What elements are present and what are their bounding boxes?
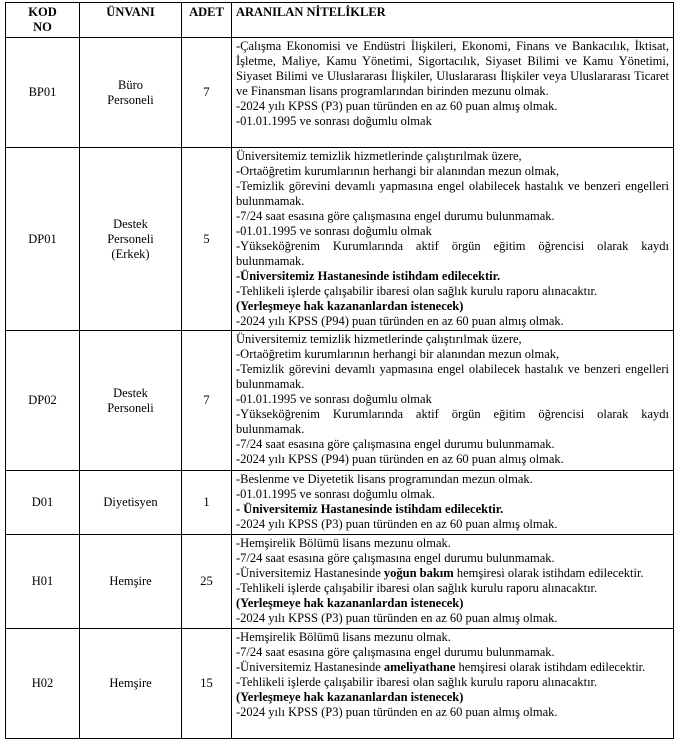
row-count: 7 <box>182 38 232 148</box>
row-title: Hemşire <box>80 535 182 629</box>
row-code: H02 <box>6 629 80 739</box>
row-count: 15 <box>182 629 232 739</box>
table-row <box>6 535 674 629</box>
header-count: ADET <box>182 3 232 38</box>
assignment-line: -Üniversitemiz Hastanesinde yoğun bakım hemşiresi olarak istihdam edilecektir. <box>236 566 644 580</box>
header-title: ÜNVANI <box>80 3 182 38</box>
row-code: H01 <box>6 535 80 629</box>
row-title: Destek Personeli (Erkek) <box>80 148 182 331</box>
row-code: DP02 <box>6 331 80 471</box>
header-requirements: ARANILAN NİTELİKLER <box>232 3 674 38</box>
table-row <box>6 629 674 739</box>
row-count: 1 <box>182 471 232 535</box>
row-requirements: -Hemşirelik Bölümü lisans mezunu olmak. -7/24 saat esasına göre çalışmasına engel durumu bulunmamak. -Üniversitemiz Hastanesinde ameliyathane hemşiresi olarak istihdam edilecektir. -Tehlikeli işlerde çalışabilir ibaresi olan sağlık kurulu raporu alınacaktır. (Yerleşmeye hak kazananlardan istenecek) -2024 yılı KPSS (P3) puan türünden en az 60 puan almış olmak. <box>232 629 674 739</box>
header-code: KOD NO <box>6 3 80 38</box>
row-title: Diyetisyen <box>80 471 182 535</box>
row-requirements: -Çalışma Ekonomisi ve Endüstri İlişkileri, Ekonomi, Finans ve Bankacılık, İktisat, İşletme, Maliye, Kamu Yönetimi, Sigortacılık, Siyaset Bilimi ve Kamu Yönetimi, Siyaset Bilimi ve Uluslararası İlişkiler, Uluslararası İlişkiler veya Uluslararası Ticaret ve Finansman lisans programlarından birinden mezunu olmak. -2024 yılı KPSS (P3) puan türünden en az 60 puan almış olmak. -01.01.1995 ve sonrası doğumlu olmak <box>232 38 674 148</box>
row-code: DP01 <box>6 148 80 331</box>
row-code: BP01 <box>6 38 80 148</box>
row-code: D01 <box>6 471 80 535</box>
row-requirements: Üniversitemiz temizlik hizmetlerinde çalıştırılmak üzere, -Ortaöğretim kurumlarının herhangi bir alanından mezun olmak, -Temizlik görevini devamlı yapmasına engel olabilecek hastalık ve benzeri engelleri bulunmamak. -01.01.1995 ve sonrası doğumlu olmak -Yükseköğrenim Kurumlarında aktif örgün eğitim öğrencisi olarak kaydı bulunmamak. -7/24 saat esasına göre çalışmasına engel durumu bulunmamak. -2024 yılı KPSS (P94) puan türünden en az 60 puan almış olmak. <box>232 331 674 471</box>
table-row <box>6 471 674 535</box>
assignment-line: -Üniversitemiz Hastanesinde ameliyathane hemşiresi olarak istihdam edilecektir. <box>236 660 646 674</box>
row-title: Büro Personeli <box>80 38 182 148</box>
table-row <box>6 148 674 331</box>
row-count: 5 <box>182 148 232 331</box>
row-title: Destek Personeli <box>80 331 182 471</box>
row-requirements: Üniversitemiz temizlik hizmetlerinde çalıştırılmak üzere, -Ortaöğretim kurumlarının herhangi bir alanından mezun olmak, -Temizlik görevini devamlı yapmasına engel olabilecek hastalık ve benzeri engelleri bulunmamak. -7/24 saat esasına göre çalışmasına engel durumu bulunmamak. -01.01.1995 ve sonrası doğumlu olmak -Yükseköğrenim Kurumlarında aktif örgün eğitim öğrencisi olarak kaydı bulunmamak. -Üniversitemiz Hastanesinde istihdam edilecektir. -Tehlikeli işlerde çalışabilir ibaresi olan sağlık kurulu raporu alınacaktır. (Yerleşmeye hak kazananlardan istenecek) -2024 yılı KPSS (P94) puan türünden en az 60 puan almış olmak. <box>232 148 674 331</box>
table-row <box>6 38 674 148</box>
table-header-row <box>6 3 674 38</box>
row-requirements: -Beslenme ve Diyetetik lisans programından mezun olmak. -01.01.1995 ve sonrası doğumlu olmak. - Üniversitemiz Hastanesinde istihdam edilecektir. -2024 yılı KPSS (P3) puan türünden en az 60 puan almış olmak. <box>232 471 674 535</box>
positions-table <box>5 2 674 739</box>
row-count: 25 <box>182 535 232 629</box>
table-row <box>6 331 674 471</box>
row-count: 7 <box>182 331 232 471</box>
row-requirements: -Hemşirelik Bölümü lisans mezunu olmak. -7/24 saat esasına göre çalışmasına engel durumu bulunmamak. -Üniversitemiz Hastanesinde yoğun bakım hemşiresi olarak istihdam edilecektir. -Tehlikeli işlerde çalışabilir ibaresi olan sağlık kurulu raporu alınacaktır. (Yerleşmeye hak kazananlardan istenecek) -2024 yılı KPSS (P3) puan türünden en az 60 puan almış olmak. <box>232 535 674 629</box>
row-title: Hemşire <box>80 629 182 739</box>
